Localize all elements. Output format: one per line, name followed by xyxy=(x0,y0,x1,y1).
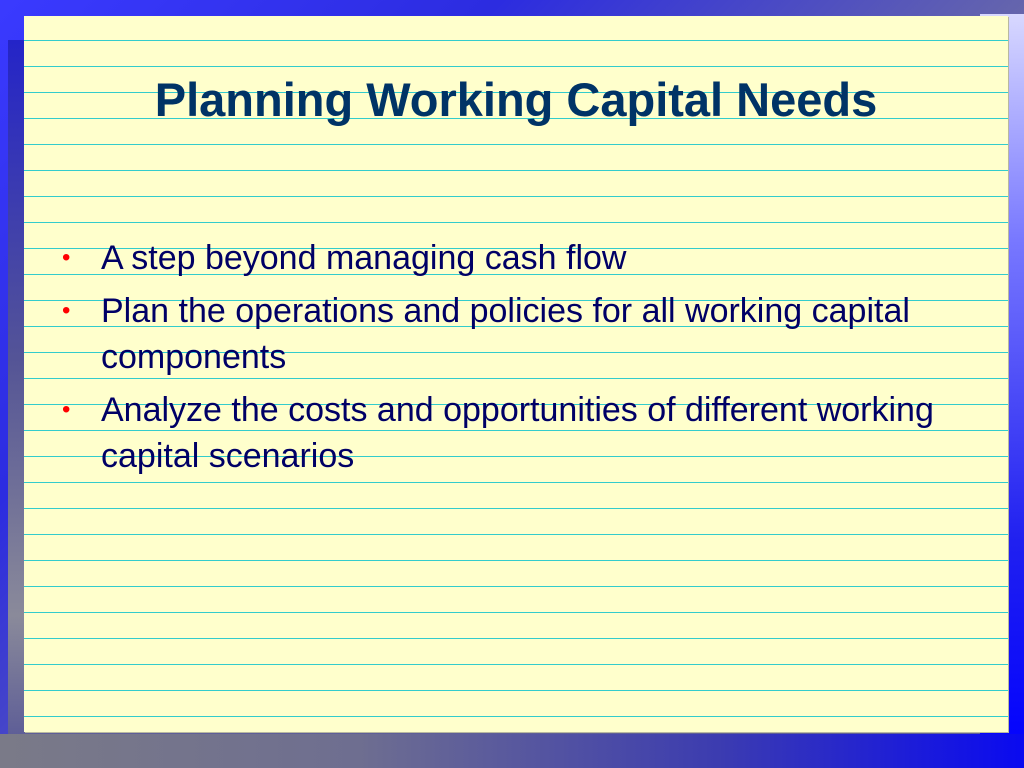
bullet-point-icon: • xyxy=(62,396,71,423)
bullet-list xyxy=(56,235,976,486)
bullet-item xyxy=(56,235,976,281)
bullet-text: Plan the operations and policies for all working capital components xyxy=(101,292,910,376)
bullet-text: A step beyond managing cash flow xyxy=(101,239,627,277)
slide-title: Planning Working Capital Needs xyxy=(154,73,878,126)
bullet-point-icon: • xyxy=(62,297,71,324)
bullet-point-icon: • xyxy=(62,244,71,271)
bullet-text: Analyze the costs and opportunities of different working capital scenarios xyxy=(101,391,934,475)
bullet-item xyxy=(56,387,976,479)
slide-frame-bottom xyxy=(0,734,1024,768)
bullet-item xyxy=(56,288,976,380)
